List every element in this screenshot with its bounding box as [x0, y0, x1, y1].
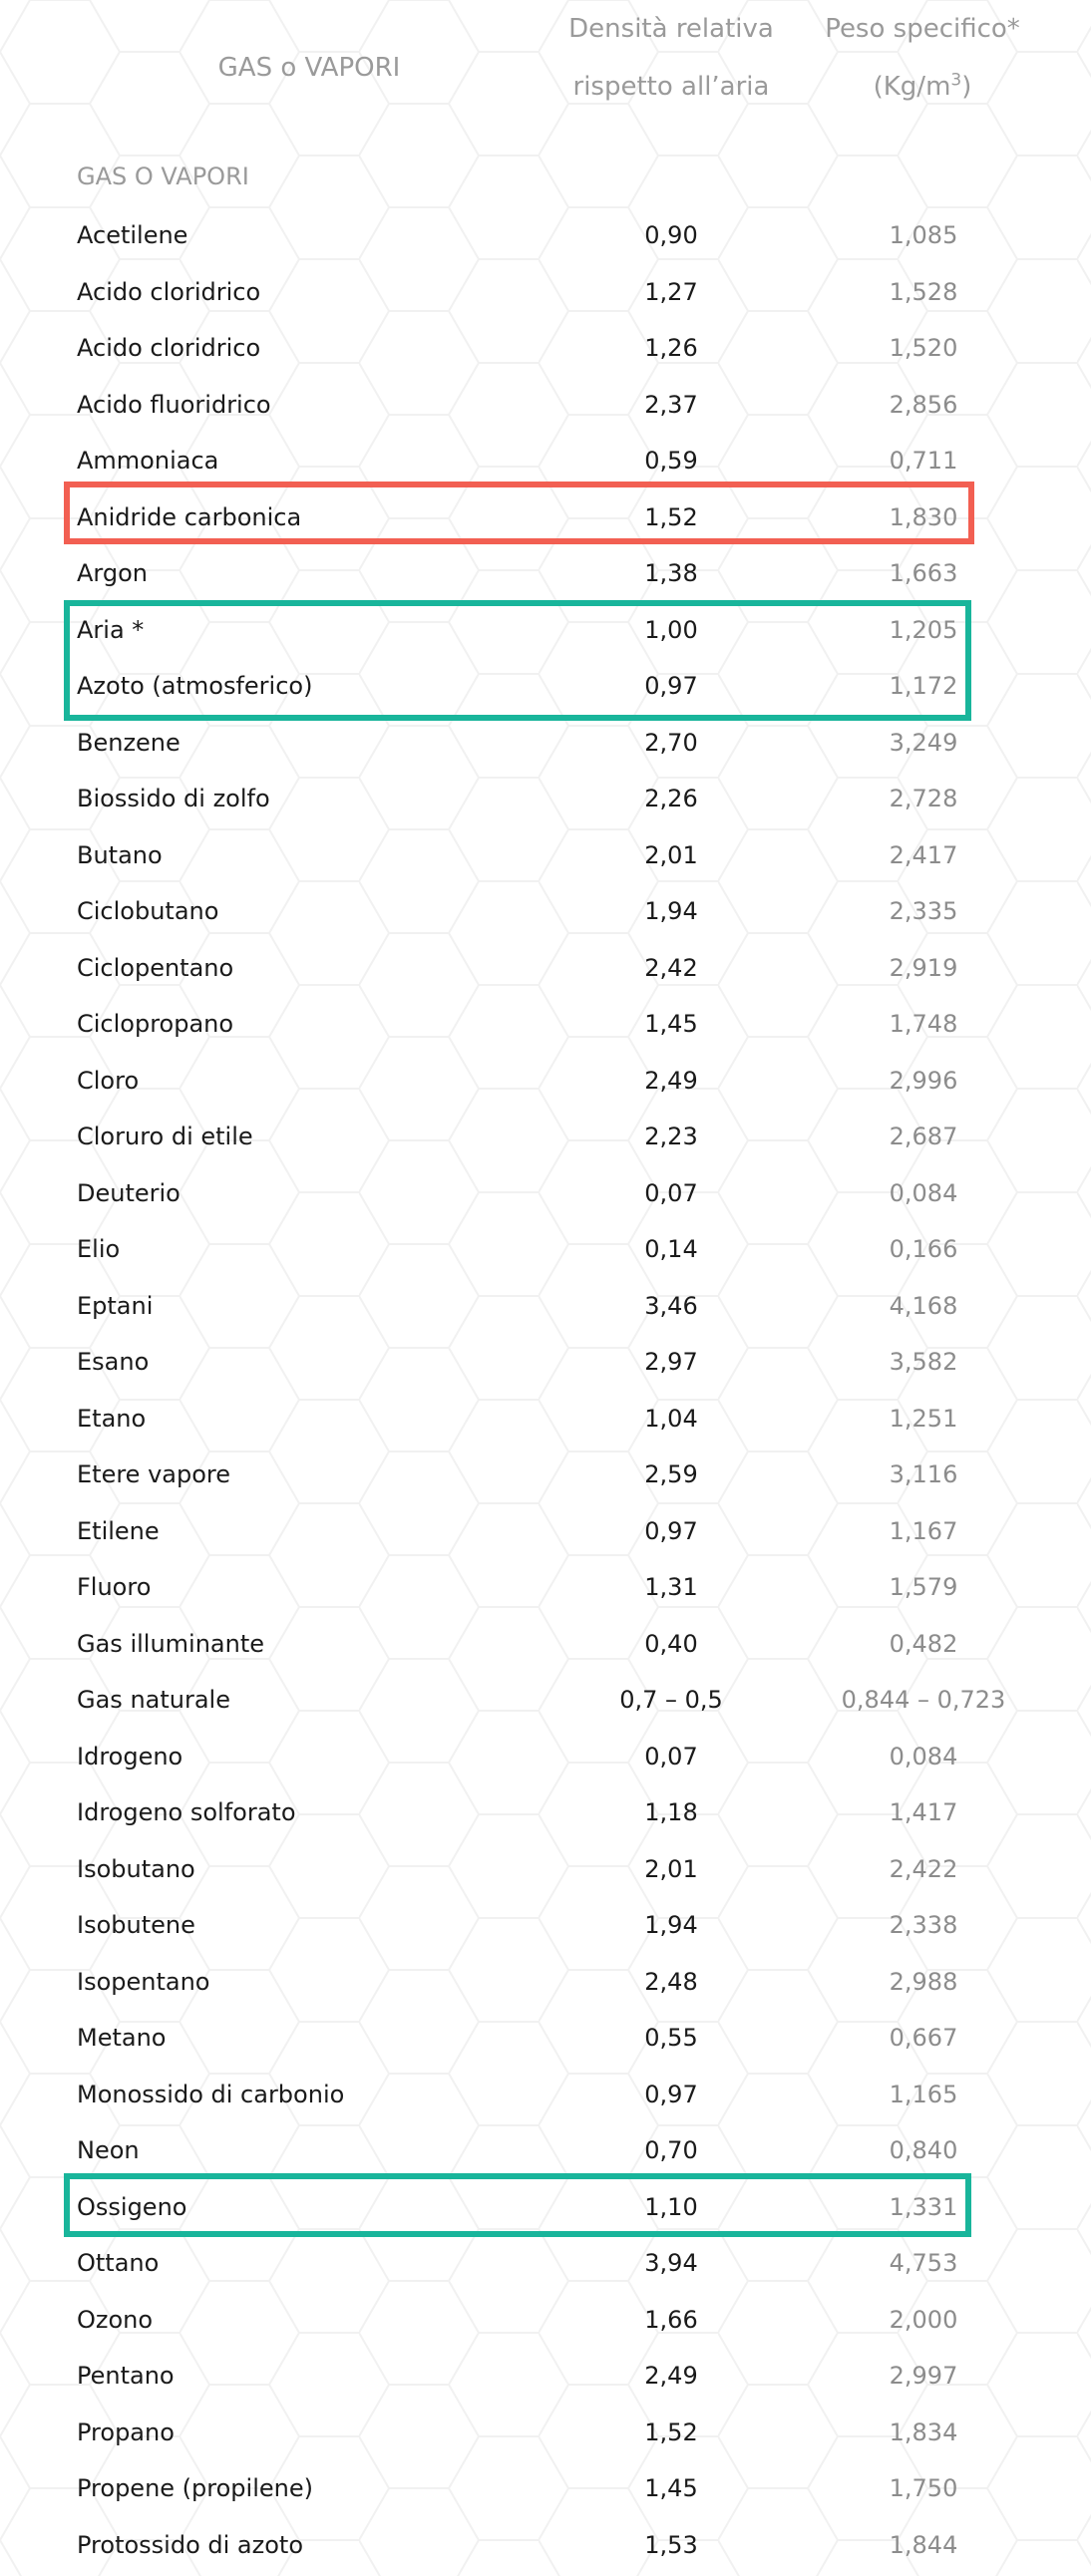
- header-density-line2: rispetto all’aria: [572, 72, 770, 102]
- gas-name-cell: Idrogeno solforato: [77, 1798, 296, 1826]
- header-density-column: [539, 0, 804, 116]
- highlight-box-teal-ossigeno: [64, 2173, 971, 2237]
- density-cell: 1,31: [644, 1573, 698, 1601]
- density-cell: 0,7 – 0,5: [619, 1686, 723, 1714]
- table-row: [0, 1278, 1091, 1335]
- weight-cell: 3,582: [889, 1348, 958, 1376]
- density-cell: 0,07: [644, 1742, 698, 1771]
- density-cell: 0,70: [644, 2136, 698, 2164]
- density-cell: 0,55: [644, 2024, 698, 2052]
- table-row: [0, 883, 1091, 940]
- weight-cell: 1,251: [889, 1404, 958, 1433]
- table-row: [0, 377, 1091, 434]
- table-row: [0, 2067, 1091, 2123]
- table-row: [0, 545, 1091, 602]
- gas-name-cell: Ozono: [77, 2305, 154, 2334]
- density-cell: 2,49: [644, 2362, 698, 2390]
- table-row: [0, 1897, 1091, 1954]
- weight-cell: 2,856: [889, 390, 958, 419]
- weight-cell: 1,844: [889, 2530, 958, 2559]
- weight-cell: 2,338: [889, 1911, 958, 1939]
- density-cell: 1,66: [644, 2305, 698, 2334]
- density-cell: 2,48: [644, 1967, 698, 1996]
- gas-name-cell: Propene (propilene): [77, 2474, 313, 2502]
- density-cell: 2,59: [644, 1460, 698, 1488]
- highlight-box-red: [64, 482, 974, 544]
- density-cell: 1,18: [644, 1798, 698, 1826]
- gas-name-cell: Butano: [77, 840, 163, 869]
- density-cell: 1,00: [644, 615, 698, 644]
- gas-name-cell: Ciclobutano: [77, 897, 219, 925]
- weight-cell: 0,711: [889, 447, 958, 475]
- gas-name-cell: Monossido di carbonio: [77, 2080, 345, 2108]
- weight-cell: 0,840: [889, 2136, 958, 2164]
- density-cell: 1,94: [644, 1911, 698, 1939]
- table-row: [0, 715, 1091, 772]
- header-weight-line2: [804, 58, 1041, 116]
- density-cell: 2,97: [644, 1348, 698, 1376]
- weight-cell: 2,687: [889, 1123, 958, 1150]
- gas-name-cell: Etere vapore: [77, 1460, 231, 1488]
- weight-cell: 1,205: [889, 615, 958, 644]
- weight-cell: 1,663: [889, 559, 958, 587]
- gas-name-cell: Acido cloridrico: [77, 277, 261, 306]
- table-row: [0, 2405, 1091, 2461]
- table-row: [0, 2517, 1091, 2574]
- density-cell: 2,01: [644, 840, 698, 869]
- table-row: [0, 1503, 1091, 1560]
- density-cell: 0,07: [644, 1178, 698, 1207]
- header-weight-exponent: 3: [950, 70, 962, 91]
- weight-cell: 2,919: [889, 953, 958, 982]
- density-cell: 1,52: [644, 502, 698, 531]
- gas-name-cell: Metano: [77, 2024, 167, 2052]
- weight-cell: 2,335: [889, 897, 958, 925]
- table-row: [0, 2010, 1091, 2067]
- weight-cell: 2,996: [889, 1066, 958, 1095]
- density-cell: 0,97: [644, 672, 698, 700]
- table-row: [0, 320, 1091, 377]
- gas-name-cell: Argon: [77, 559, 148, 587]
- weight-cell: 3,116: [889, 1460, 958, 1488]
- density-cell: 0,97: [644, 2080, 698, 2108]
- density-cell: 2,23: [644, 1123, 698, 1150]
- gas-name-cell: Etilene: [77, 1516, 160, 1545]
- density-cell: 2,49: [644, 1066, 698, 1095]
- table-row: [0, 771, 1091, 827]
- weight-cell: 0,166: [889, 1235, 958, 1263]
- table-row: [0, 1559, 1091, 1616]
- density-cell: 1,10: [644, 2192, 698, 2221]
- weight-cell: 1,085: [889, 221, 958, 249]
- table-row: [0, 1165, 1091, 1222]
- weight-cell: 2,422: [889, 1854, 958, 1883]
- header-weight-close: ): [961, 72, 972, 102]
- gas-name-cell: Azoto (atmosferico): [77, 672, 313, 700]
- weight-cell: 1,167: [889, 1516, 958, 1545]
- weight-cell: 0,844 – 0,723: [841, 1686, 1006, 1714]
- density-cell: 1,52: [644, 2417, 698, 2446]
- weight-cell: 0,667: [889, 2024, 958, 2052]
- gas-name-cell: Cloro: [77, 1066, 140, 1095]
- gas-name-cell: Acido cloridrico: [77, 334, 261, 362]
- weight-cell: 1,172: [889, 672, 958, 700]
- section-label: GAS O VAPORI: [77, 162, 249, 190]
- weight-cell: 1,331: [889, 2192, 958, 2221]
- gas-name-cell: Isobutano: [77, 1854, 195, 1883]
- header-weight-unit: (Kg/m: [873, 72, 951, 102]
- header-density-line1: Densità relativa: [568, 14, 774, 44]
- gas-name-cell: Ossigeno: [77, 2192, 187, 2221]
- table-row: [0, 264, 1091, 321]
- density-cell: 1,94: [644, 897, 698, 925]
- density-cell: 1,27: [644, 277, 698, 306]
- weight-cell: 2,000: [889, 2305, 958, 2334]
- table-row: [0, 2122, 1091, 2179]
- table-row: [0, 1954, 1091, 2011]
- gas-name-cell: Ottano: [77, 2249, 160, 2277]
- header-weight-column: [804, 0, 1041, 116]
- table-row: [0, 940, 1091, 997]
- weight-cell: 1,579: [889, 1573, 958, 1601]
- density-cell: 1,26: [644, 334, 698, 362]
- density-cell: 3,94: [644, 2249, 698, 2277]
- gas-name-cell: Etano: [77, 1404, 147, 1433]
- gas-name-cell: Neon: [77, 2136, 140, 2164]
- weight-cell: 0,084: [889, 1178, 958, 1207]
- density-cell: 1,45: [644, 1010, 698, 1038]
- weight-cell: 1,830: [889, 502, 958, 531]
- weight-cell: 2,988: [889, 1967, 958, 1996]
- gas-name-cell: Gas illuminante: [77, 1629, 265, 1658]
- table-row: [0, 1391, 1091, 1448]
- gas-name-cell: Acetilene: [77, 221, 188, 249]
- density-cell: 0,97: [644, 1516, 698, 1545]
- gas-name-cell: Isobutene: [77, 1911, 195, 1939]
- weight-cell: 0,084: [889, 1742, 958, 1771]
- weight-cell: 2,417: [889, 840, 958, 869]
- gas-name-cell: Aria *: [77, 615, 145, 644]
- density-cell: 0,90: [644, 221, 698, 249]
- table-row: [0, 1616, 1091, 1673]
- density-cell: 2,26: [644, 785, 698, 812]
- header-weight-line1: Peso specifico*: [825, 14, 1020, 44]
- density-cell: 0,14: [644, 1235, 698, 1263]
- density-cell: 1,45: [644, 2474, 698, 2502]
- header-gas-column: GAS o VAPORI: [217, 53, 401, 83]
- gas-name-cell: Isopentano: [77, 1967, 210, 1996]
- weight-cell: 4,168: [889, 1291, 958, 1320]
- density-cell: 2,37: [644, 390, 698, 419]
- gas-name-cell: Gas naturale: [77, 1686, 230, 1714]
- table-row: [0, 2460, 1091, 2517]
- weight-cell: 1,750: [889, 2474, 958, 2502]
- weight-cell: 1,417: [889, 1798, 958, 1826]
- density-cell: 2,42: [644, 953, 698, 982]
- table-row: [0, 1447, 1091, 1503]
- gas-name-cell: Ammoniaca: [77, 447, 219, 475]
- table-row: [0, 1841, 1091, 1898]
- gas-name-cell: Deuterio: [77, 1178, 181, 1207]
- weight-cell: 1,520: [889, 334, 958, 362]
- density-cell: 1,38: [644, 559, 698, 587]
- density-cell: 1,04: [644, 1404, 698, 1433]
- gas-name-cell: Ciclopentano: [77, 953, 234, 982]
- gas-name-cell: Elio: [77, 1235, 121, 1263]
- gas-name-cell: Idrogeno: [77, 1742, 183, 1771]
- table-row: [0, 1729, 1091, 1785]
- gas-name-cell: Ciclopropano: [77, 1010, 234, 1038]
- weight-cell: 4,753: [889, 2249, 958, 2277]
- weight-cell: 1,165: [889, 2080, 958, 2108]
- weight-cell: 0,482: [889, 1629, 958, 1658]
- gas-name-cell: Biossido di zolfo: [77, 785, 270, 812]
- gas-name-cell: Eptani: [77, 1291, 154, 1320]
- table-row: [0, 1053, 1091, 1110]
- table-row: [0, 2235, 1091, 2292]
- table-row: [0, 1109, 1091, 1165]
- weight-cell: 1,748: [889, 1010, 958, 1038]
- table-row: [0, 1672, 1091, 1729]
- gas-name-cell: Propano: [77, 2417, 175, 2446]
- weight-cell: 1,834: [889, 2417, 958, 2446]
- weight-cell: 3,249: [889, 728, 958, 757]
- table-row: [0, 2348, 1091, 2405]
- gas-name-cell: Cloruro di etile: [77, 1123, 253, 1150]
- weight-cell: 2,997: [889, 2362, 958, 2390]
- table-row: [0, 1334, 1091, 1391]
- gas-name-cell: Anidride carbonica: [77, 502, 302, 531]
- table-row: [0, 1784, 1091, 1841]
- density-cell: 0,40: [644, 1629, 698, 1658]
- gas-name-cell: Esano: [77, 1348, 150, 1376]
- gas-name-cell: Protossido di azoto: [77, 2530, 304, 2559]
- table-row: [0, 1221, 1091, 1278]
- density-cell: 0,59: [644, 447, 698, 475]
- table-row: [0, 996, 1091, 1053]
- weight-cell: 1,528: [889, 277, 958, 306]
- gas-name-cell: Acido fluoridrico: [77, 390, 271, 419]
- density-cell: 1,53: [644, 2530, 698, 2559]
- gas-name-cell: Benzene: [77, 728, 181, 757]
- table-row: [0, 207, 1091, 264]
- gas-name-cell: Pentano: [77, 2362, 175, 2390]
- highlight-box-teal-aria-azoto: [64, 600, 971, 721]
- table-row: [0, 827, 1091, 884]
- density-cell: 2,01: [644, 1854, 698, 1883]
- weight-cell: 2,728: [889, 785, 958, 812]
- density-cell: 2,70: [644, 728, 698, 757]
- table-row: [0, 2292, 1091, 2349]
- gas-name-cell: Fluoro: [77, 1573, 152, 1601]
- density-cell: 3,46: [644, 1291, 698, 1320]
